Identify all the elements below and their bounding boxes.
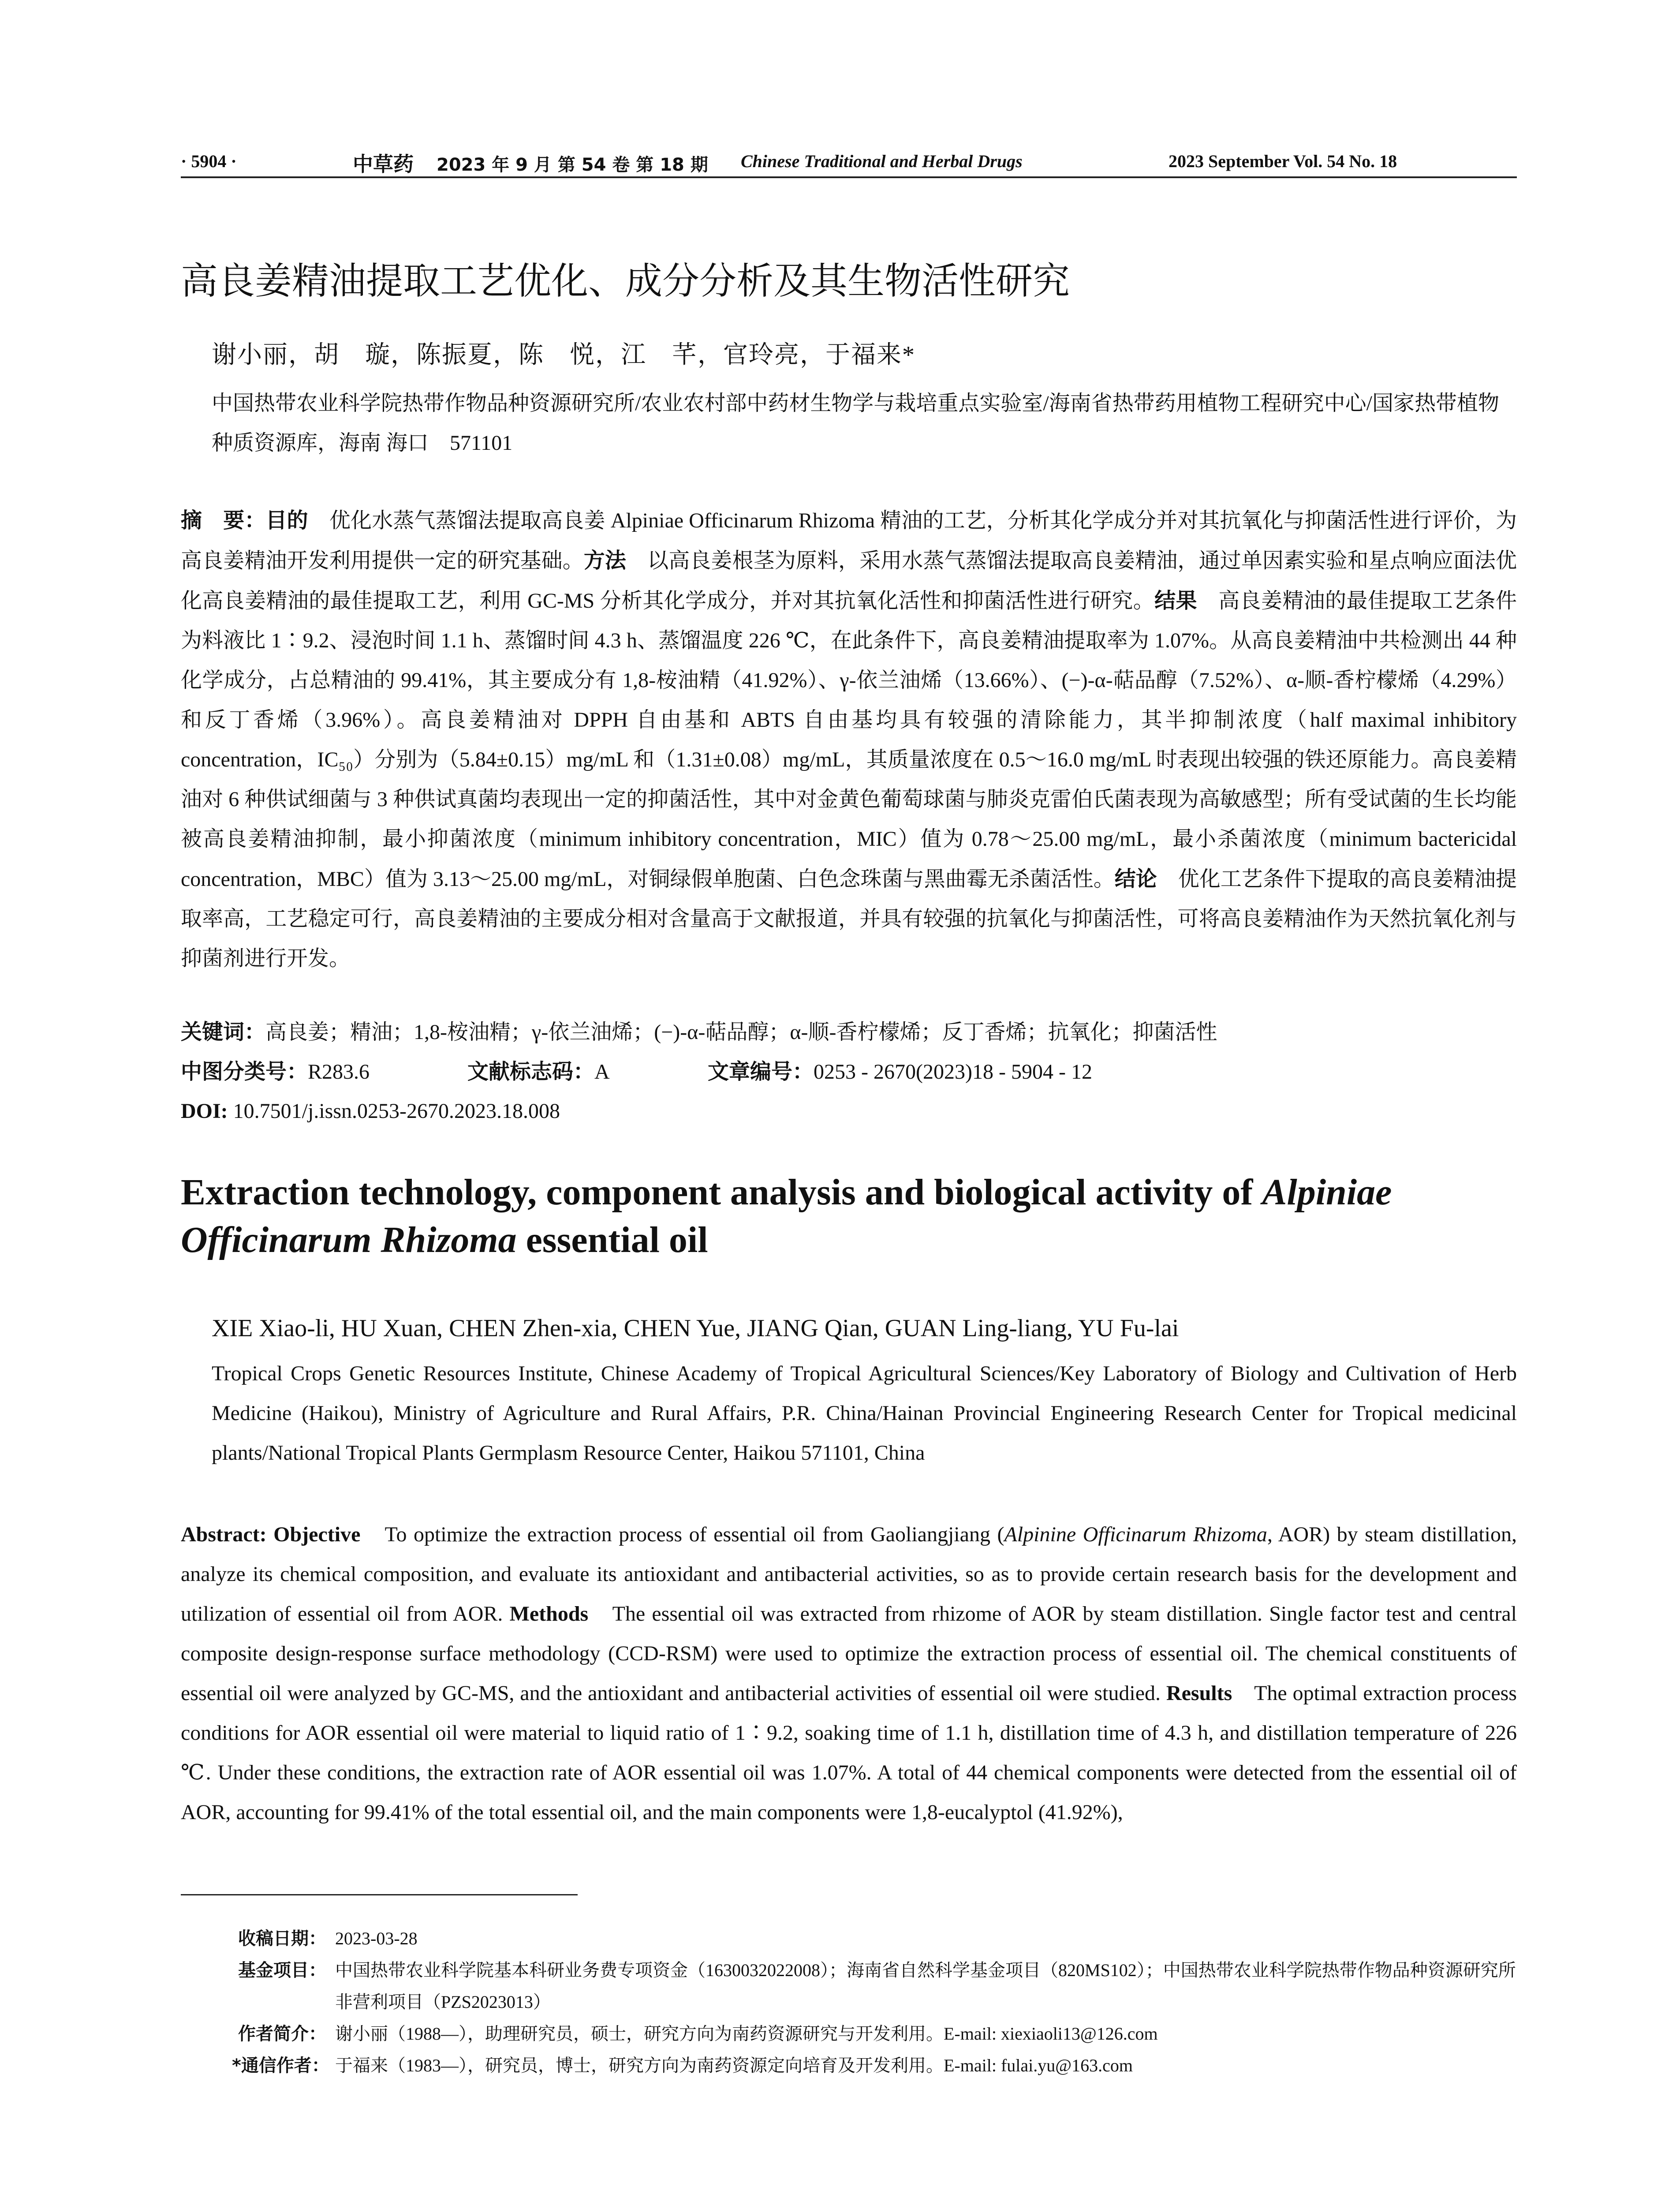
doc-code-value: A <box>594 1060 610 1084</box>
results-text-en: The optimal extraction process conditions for AOR essential oil were material to liquid ratio of 1∶9.2, soaking time of 1.1 h, distillation time of 4.3 h, and distillation temperature of 226 ℃. Under these conditions, the extraction rate of AOR essential oil was 1.07%. A total of 44 chemical components were detected from the essential oil of AOR, accounting for 99.41% of the total essential oil, and the main components were 1,8-eucalyptol (41.92%), <box>181 1682 1517 1824</box>
keywords-label-cn: 关键词： <box>181 1020 266 1044</box>
results-label-en: Results <box>1166 1682 1232 1705</box>
journal-name-en: Chinese Traditional and Herbal Drugs <box>741 151 1023 171</box>
doi-value[interactable]: 10.7501/j.issn.0253-2670.2023.18.008 <box>228 1099 560 1123</box>
title-en-part2: essential oil <box>516 1219 708 1260</box>
footnote-fund <box>238 1955 1517 2018</box>
fund-text: 中国热带农业科学院基本科研业务费专项资金（1630032022008）；海南省自然科学基金项目（820MS102）；中国热带农业科学院热带作物品种资源研究所非营利项目（PZS2023013） <box>335 1960 1516 2012</box>
objective-text-cn: 优化水蒸气蒸馏法提取高良姜 Alpiniae Officinarum Rhizoma 精油的工艺，分析其化学成分并对其抗氧化与抑菌活性进行评价，为高良姜精油开发利用提供一定的研究基础。 <box>181 509 1517 572</box>
received-date: 2023-03-28 <box>335 1928 418 1948</box>
objective-text-en-a: To optimize the extraction process of essential oil from Gaoliangjiang ( <box>360 1523 1004 1546</box>
methods-label-cn: 方法 <box>583 548 627 573</box>
running-header <box>181 146 1517 176</box>
journal-name-cn: 中草药 <box>353 152 414 176</box>
authors-cn: 谢小丽，胡 璇，陈振夏，陈 悦，江 芊，官玲亮，于福来* <box>212 341 915 369</box>
article-number-value: 0253 - 2670(2023)18 - 5904 - 12 <box>814 1060 1092 1084</box>
class-value: R283.6 <box>308 1060 370 1084</box>
footnote-author <box>238 2018 1517 2050</box>
objective-label-en: Objective <box>266 1523 361 1546</box>
footnotes <box>232 1923 1517 2082</box>
conclusion-text-cn: 优化工艺条件下提取的高良姜精油提取率高，工艺稳定可行，高良姜精油的主要成分相对含量高于文献报道，并具有较强的抗氧化与抑菌活性，可将高良姜精油作为天然抗氧化剂与抑菌剂进行开发。 <box>181 867 1517 970</box>
fund-label: 基金项目： <box>238 1960 326 1981</box>
abstract-label-cn: 摘 要： <box>181 508 266 533</box>
doi-line <box>181 1091 560 1131</box>
classification-line <box>181 1052 1517 1092</box>
abstract-label-en: Abstract: <box>181 1523 267 1546</box>
corresponding-text: 于福来（1983—），研究员，博士，研究方向为南药资源定向培育及开发利用。E-mail: fulai.yu@163.com <box>335 2056 1133 2075</box>
objective-text-en-b: , AOR) by steam distillation, analyze its chemical composition, and evaluate its antioxidant and antibacterial activities, so as to provide certain research basis for the development and utilization of essential oil from AOR. <box>181 1523 1517 1626</box>
page-number: · 5904 · <box>181 151 237 171</box>
corresponding-label: *通信作者： <box>232 2056 329 2076</box>
footnote-corresponding <box>232 2050 1517 2082</box>
authors-en: XIE Xiao-li, HU Xuan, CHEN Zhen-xia, CHEN Yue, JIANG Qian, GUAN Ling-liang, YU Fu-lai <box>212 1315 1179 1342</box>
abstract-en <box>181 1515 1517 1832</box>
objective-species-en: Alpinine Officinarum Rhizoma <box>1004 1523 1267 1546</box>
results-text-cn: 高良姜精油的最佳提取工艺条件为料液比 1∶9.2、浸泡时间 1.1 h、蒸馏时间 4.3 h、蒸馏温度 226 ℃，在此条件下，高良姜精油提取率为 1.07%。从高良姜精油中共检测出 44 种化学成分，占总精油的 99.41%，其主要成分有 1,8-桉油精（41.92%）、γ-依兰油烯（13.66%）、(−)-α-萜品醇（7.52%）、α-顺-香柠檬烯（4.29%）和反丁香烯（3.96%）。高良姜精油对 DPPH 自由基和 ABTS 自由基均具有较强的清除能力，其半抑制浓度（half maximal inhibitory concentration，IC₅₀）分别为（5.84±0.15）mg/mL 和（1.31±0.08）mg/mL，其质量浓度在 0.5～16.0 mg/mL 时表现出较强的铁还原能力。高良姜精油对 6 种供试细菌与 3 种供试真菌均表现出一定的抑菌活性，其中对金黄色葡萄球菌与肺炎克雷伯氏菌表现为高敏感型；所有受试菌的生长均能被高良姜精油抑制，最小抑菌浓度（minimum inhibitory concentration，MIC）值为 0.78～25.00 mg/mL，最小杀菌浓度（minimum bactericidal concentration，MBC）值为 3.13～25.00 mg/mL，对铜绿假单胞菌、白色念珠菌与黑曲霉无杀菌活性。 <box>181 589 1517 891</box>
keywords-text-cn: 高良姜；精油；1,8-桉油精；γ-依兰油烯；(−)-α-萜品醇；α-顺-香柠檬烯；反丁香烯；抗氧化；抑菌活性 <box>265 1020 1217 1044</box>
issue-en: 2023 September Vol. 54 No. 18 <box>1169 151 1397 171</box>
methods-text-cn: 以高良姜根茎为原料，采用水蒸气蒸馏法提取高良姜精油，通过单因素实验和星点响应面法优化高良姜精油的最佳提取工艺，利用 GC-MS 分析其化学成分，并对其抗氧化活性和抑菌活性进行研究。 <box>181 549 1517 613</box>
objective-label-cn: 目的 <box>265 508 308 533</box>
methods-text-en: The essential oil was extracted from rhizome of AOR by steam distillation. Single factor test and central composite design-response surface methodology (CCD-RSM) were used to optimize the extraction process of essential oil. The chemical constituents of essential oil were analyzed by GC-MS, and the antioxidant and antibacterial activities of essential oil were studied. <box>181 1602 1517 1705</box>
author-bio-label: 作者简介： <box>238 2024 326 2044</box>
article-title-cn: 高良姜精油提取工艺优化、成分分析及其生物活性研究 <box>181 259 1070 303</box>
received-label: 收稿日期： <box>238 1928 326 1949</box>
results-label-cn: 结果 <box>1154 588 1197 613</box>
abstract-cn <box>181 501 1517 979</box>
header-rule <box>181 176 1517 178</box>
footnote-rule <box>181 1894 578 1895</box>
methods-label-en: Methods <box>509 1602 589 1626</box>
class-label: 中图分类号： <box>181 1059 308 1084</box>
footnote-received <box>238 1923 1517 1955</box>
affiliation-cn: 中国热带农业科学院热带作物品种资源研究所/农业农村部中药材生物学与栽培重点实验室/海南省热带药用植物工程研究中心/国家热带植物种质资源库，海南 海口 571101 <box>212 392 1500 455</box>
author-bio-text: 谢小丽（1988—），助理研究员，硕士，研究方向为南药资源研究与开发利用。E-mail: xiexiaoli13@126.com <box>335 2024 1158 2044</box>
title-en-part1: Extraction technology, component analysis and biological activity of <box>181 1172 1262 1213</box>
conclusion-label-cn: 结论 <box>1114 867 1157 891</box>
keywords-cn <box>181 1012 1517 1052</box>
article-title-en <box>181 1169 1517 1264</box>
doc-code-label: 文献标志码： <box>467 1059 595 1084</box>
doi-label: DOI: <box>181 1099 228 1123</box>
affiliation-en: Tropical Crops Genetic Resources Institute, Chinese Academy of Tropical Agricultural Sciences/Key Laboratory of Biology and Cultivation of Herb Medicine (Haikou), Ministry of Agriculture and Rural Affairs, P.R. China/Hainan Provincial Engineering Research Center for Tropical medicinal plants/National Tropical Plants Germplasm Resource Center, Haikou 571101, China <box>212 1362 1517 1465</box>
title-en-species: Alpiniae Officinarum Rhizoma <box>181 1172 1392 1260</box>
article-number-label: 文章编号： <box>708 1059 814 1084</box>
issue-cn: 2023 年 9 月 第 54 卷 第 18 期 <box>437 155 708 175</box>
